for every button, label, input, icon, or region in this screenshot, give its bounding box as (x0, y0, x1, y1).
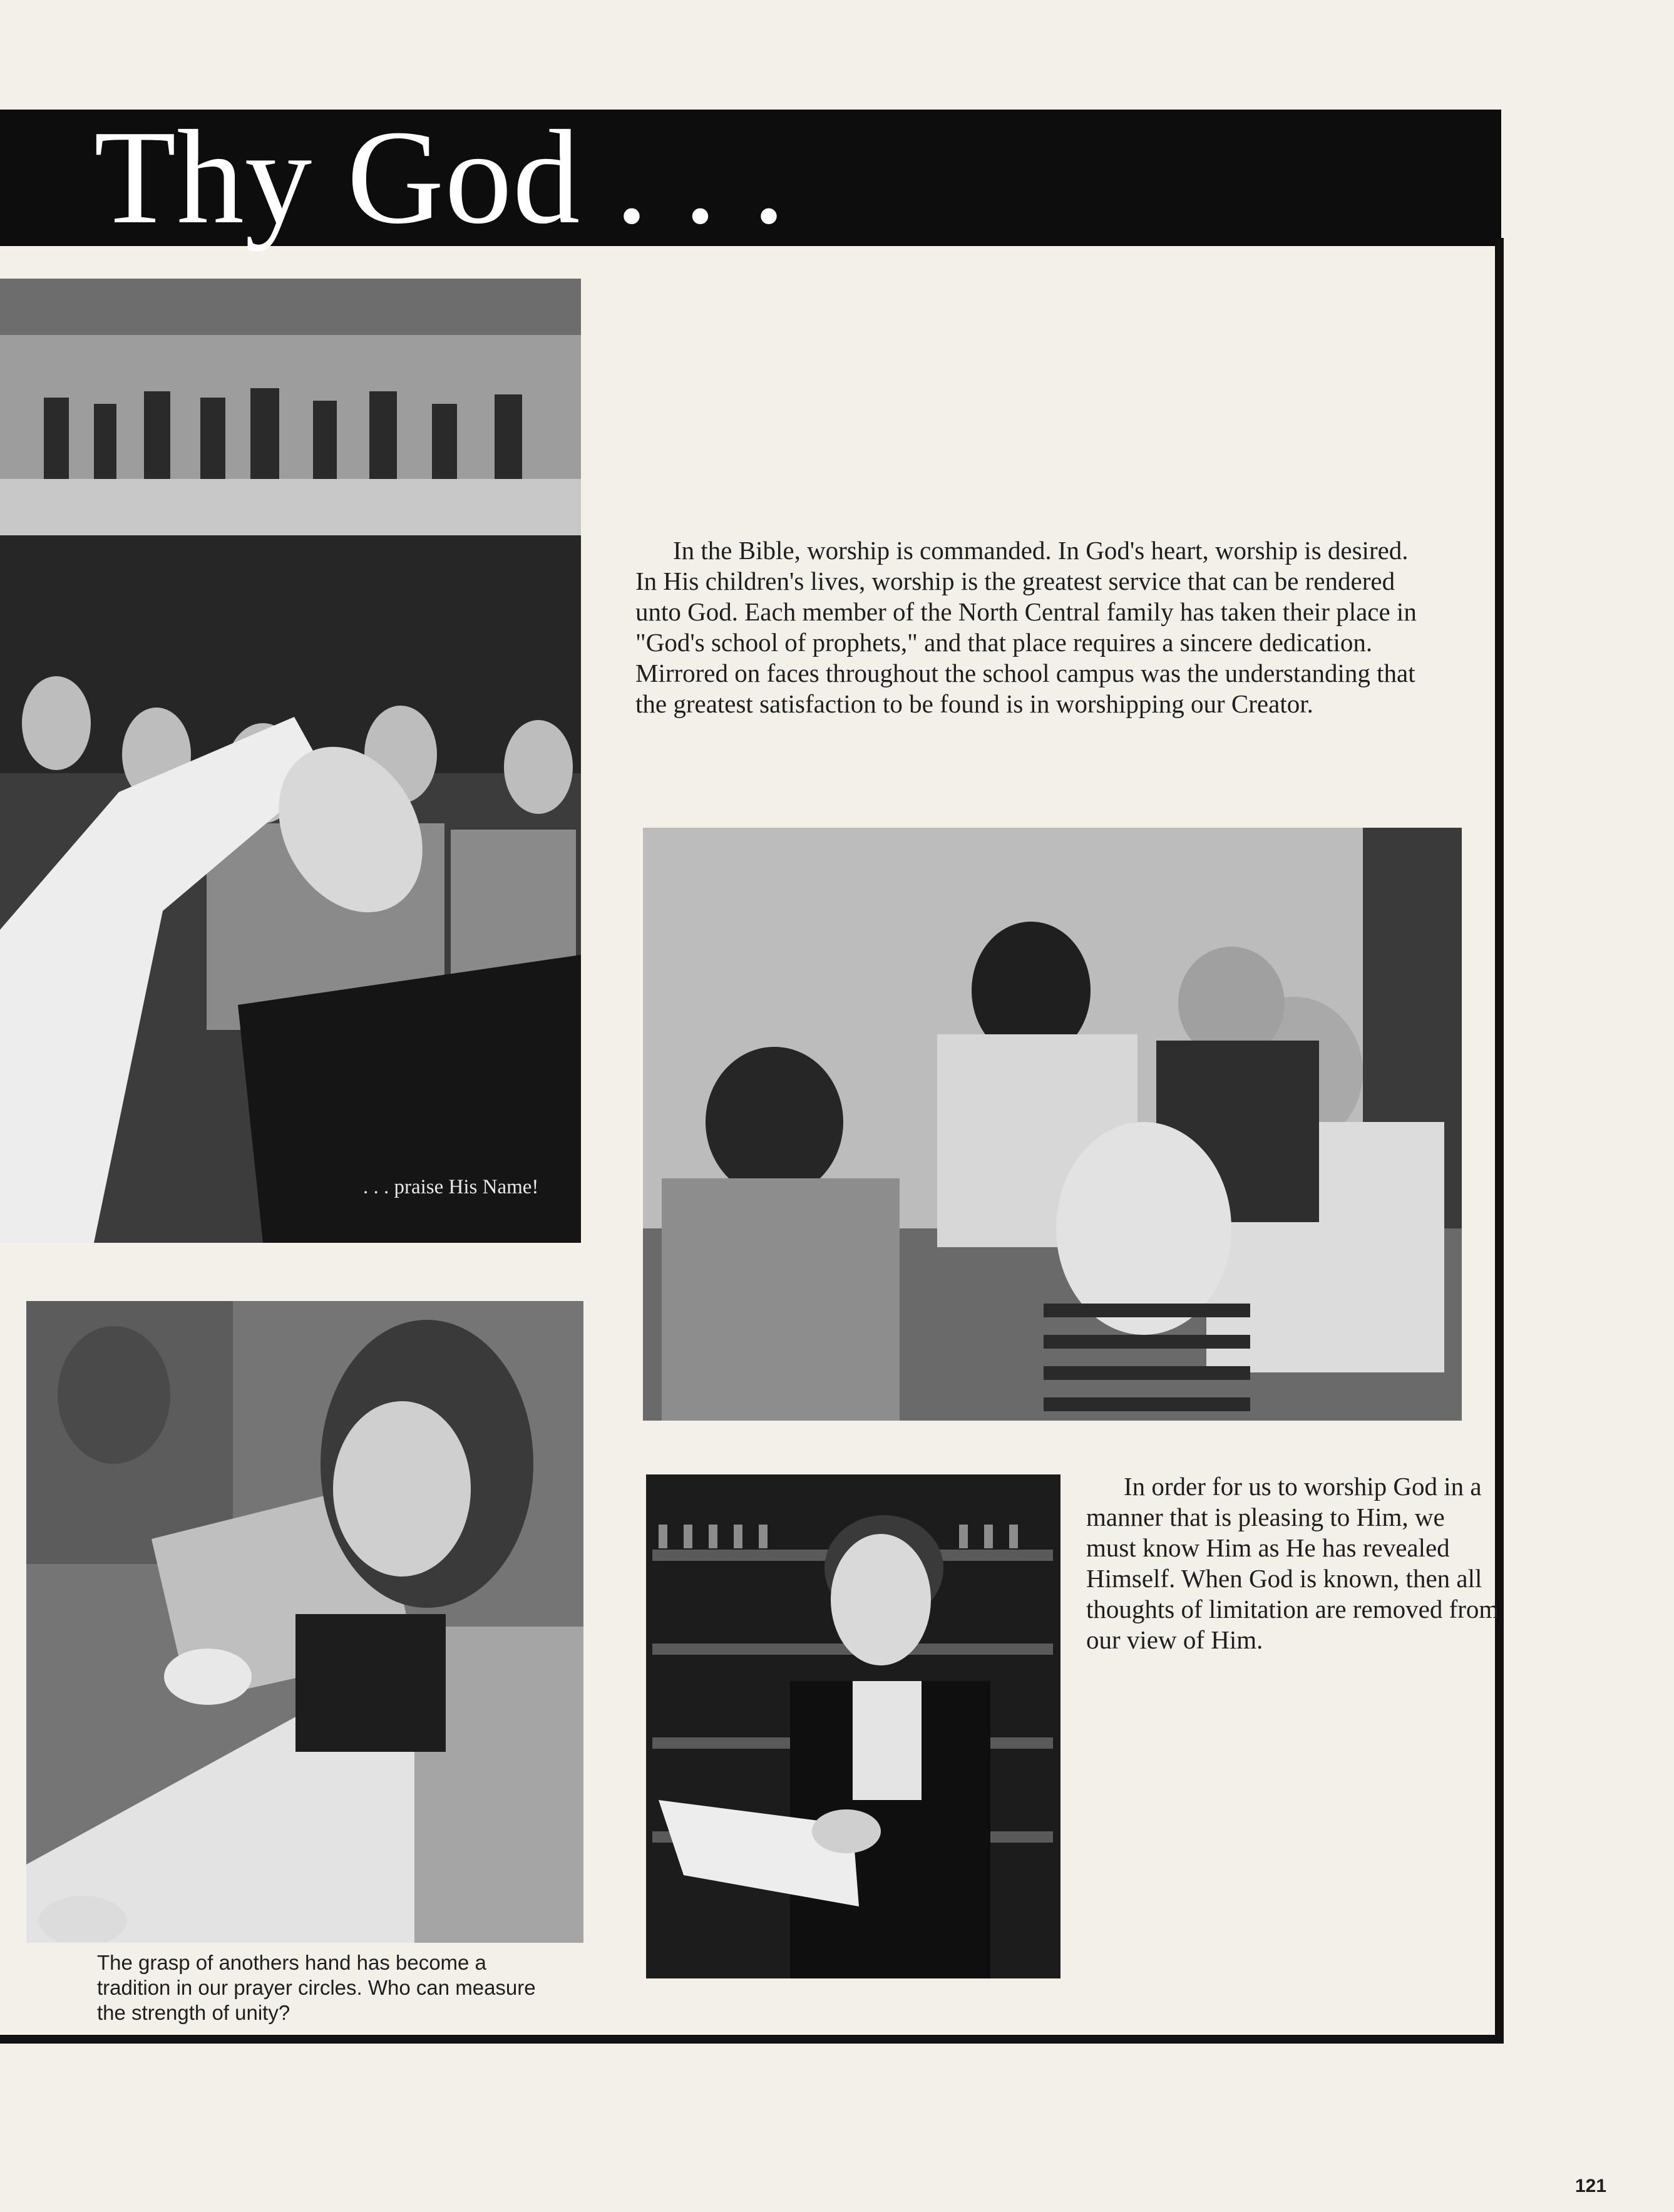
order-paragraph: In order for us to worship God in a manner that is pleasing to Him, we must know Him as He has revealed Himself. When God is known, then all thoughts of limitation are removed from our view of Him. (1086, 1472, 1499, 1654)
page-frame-bottom (0, 2035, 1504, 2044)
prayer-circle-photo (643, 828, 1462, 1421)
hands-photo-caption: The grasp of anothers hand has become a tradition in our prayer circles. Who can measure the strength of unity? (97, 1951, 536, 2024)
worship-photo (0, 279, 581, 1243)
joined-hands-photo (26, 1301, 583, 1943)
page-frame-right (1495, 238, 1504, 2044)
bible-reader-photo (646, 1474, 1060, 1978)
worship-photo-caption: . . . praise His Name! (363, 1176, 539, 1198)
page-number: 121 (1575, 2176, 1607, 2196)
intro-paragraph: In the Bible, worship is commanded. In God's heart, worship is desired. In His children's lives, worship is the greatest service that can be rendered unto God. Each member of the North Central family has taken their place in "God's school of prophets," and that place requires a sincere dedication. Mirrored on faces throughout the school campus was the understanding that the greatest satisfaction to be found is in worshipping our Creator. (635, 536, 1417, 718)
page-title: Thy God . . . (94, 102, 786, 252)
